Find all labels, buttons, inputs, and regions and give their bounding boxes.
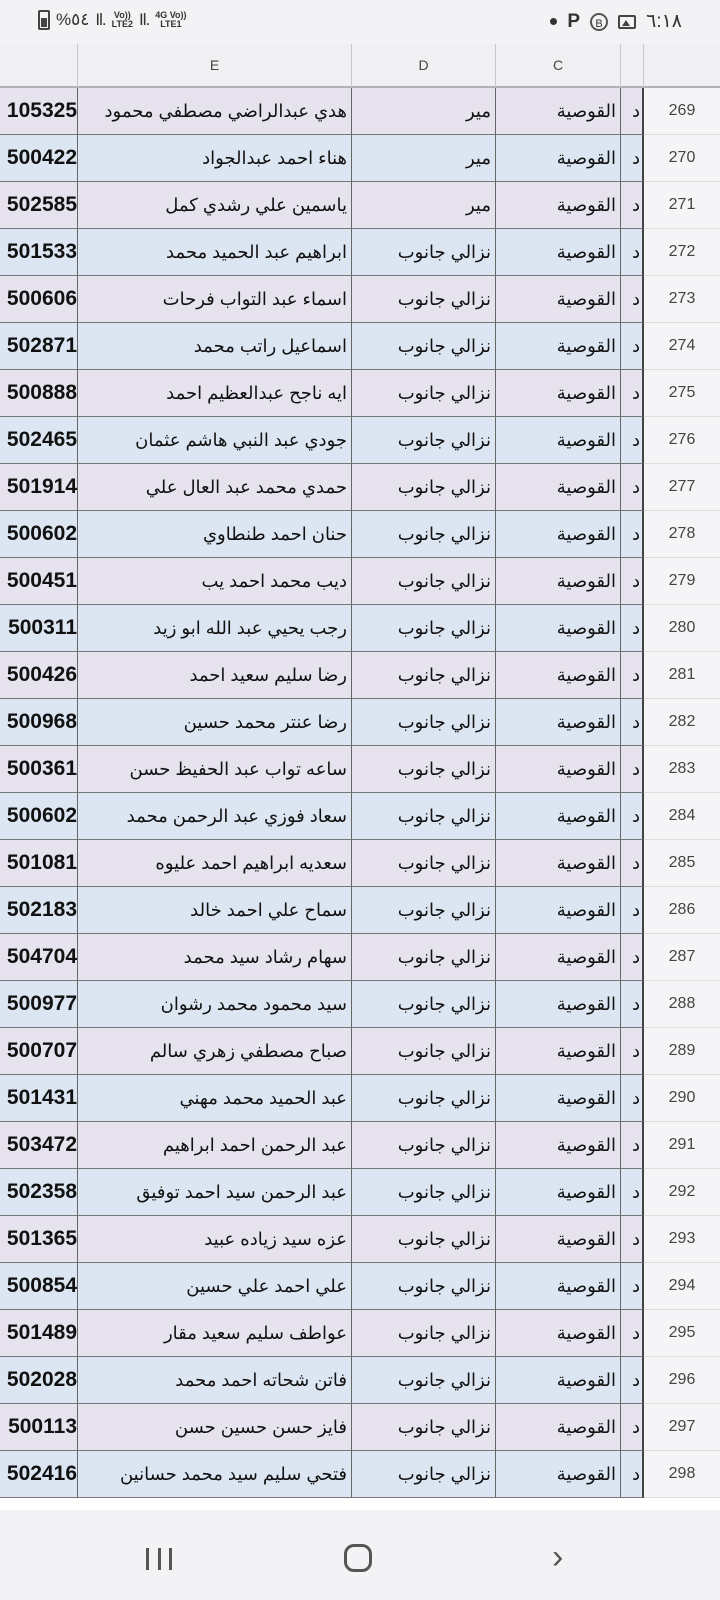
table-row[interactable] <box>0 182 720 229</box>
cell-c[interactable]: القوصية <box>496 1404 621 1451</box>
dot-icon <box>550 18 557 25</box>
cell-d[interactable]: نزالي جانوب <box>352 1357 496 1404</box>
cell-f[interactable]: 500451 <box>0 558 78 605</box>
row-number[interactable]: 284 <box>644 793 720 840</box>
cell-f[interactable]: 500977 <box>0 981 78 1028</box>
cell-d[interactable]: نزالي جانوب <box>352 1075 496 1122</box>
cell-e[interactable]: فتحي سليم سيد محمد حسانين <box>78 1451 352 1498</box>
row-number[interactable]: 288 <box>644 981 720 1028</box>
row-number[interactable]: 286 <box>644 887 720 934</box>
cell-b[interactable]: د <box>621 1216 644 1263</box>
table-row[interactable] <box>0 1310 720 1357</box>
cell-d[interactable]: نزالي جانوب <box>352 323 496 370</box>
cell-b[interactable]: د <box>621 981 644 1028</box>
cell-b[interactable]: د <box>621 88 644 135</box>
cell-d[interactable]: نزالي جانوب <box>352 1451 496 1498</box>
home-icon[interactable] <box>344 1544 372 1572</box>
cell-b[interactable]: د <box>621 793 644 840</box>
cell-c[interactable]: القوصية <box>496 182 621 229</box>
cell-d[interactable]: نزالي جانوب <box>352 558 496 605</box>
network-label-2: Vo)) LTE2 <box>111 10 133 29</box>
cell-d[interactable]: نزالي جانوب <box>352 511 496 558</box>
row-number[interactable]: 291 <box>644 1122 720 1169</box>
row-number[interactable]: 298 <box>644 1451 720 1498</box>
row-number[interactable]: 283 <box>644 746 720 793</box>
cell-b[interactable]: د <box>621 1357 644 1404</box>
cell-c[interactable]: القوصية <box>496 1028 621 1075</box>
cell-d[interactable]: نزالي جانوب <box>352 605 496 652</box>
gallery-icon <box>618 15 636 29</box>
cell-e[interactable]: هدي عبدالراضي مصطفي محمود <box>78 88 352 135</box>
row-number[interactable]: 292 <box>644 1169 720 1216</box>
cell-f[interactable]: 503472 <box>0 1122 78 1169</box>
cell-e[interactable]: ياسمين علي رشدي كمل <box>78 182 352 229</box>
cell-f[interactable]: 500968 <box>0 699 78 746</box>
b-icon: B <box>590 13 608 31</box>
table-row[interactable] <box>0 323 720 370</box>
cell-c[interactable]: القوصية <box>496 793 621 840</box>
table-row[interactable] <box>0 417 720 464</box>
cell-d[interactable]: نزالي جانوب <box>352 1310 496 1357</box>
cell-d[interactable]: نزالي جانوب <box>352 840 496 887</box>
row-number[interactable]: 294 <box>644 1263 720 1310</box>
cell-b[interactable]: د <box>621 746 644 793</box>
cell-c[interactable]: القوصية <box>496 323 621 370</box>
cell-d[interactable]: نزالي جانوب <box>352 746 496 793</box>
cell-f[interactable]: 500113 <box>0 1404 78 1451</box>
table-row[interactable] <box>0 1404 720 1451</box>
cell-c[interactable]: القوصية <box>496 887 621 934</box>
cell-c[interactable]: القوصية <box>496 1310 621 1357</box>
cell-f[interactable]: 500426 <box>0 652 78 699</box>
cell-b[interactable]: د <box>621 1451 644 1498</box>
cell-b[interactable]: د <box>621 1075 644 1122</box>
cell-e[interactable]: اسماء عبد التواب فرحات <box>78 276 352 323</box>
row-number[interactable]: 295 <box>644 1310 720 1357</box>
signal-icon-2: Il. <box>138 10 150 29</box>
cell-e[interactable]: سعديه ابراهيم احمد عليوه <box>78 840 352 887</box>
cell-c[interactable]: القوصية <box>496 276 621 323</box>
cell-f[interactable]: 500854 <box>0 1263 78 1310</box>
row-number[interactable]: 296 <box>644 1357 720 1404</box>
cell-c[interactable]: القوصية <box>496 1451 621 1498</box>
cell-e[interactable]: سيد محمود محمد رشوان <box>78 981 352 1028</box>
cell-c[interactable]: القوصية <box>496 981 621 1028</box>
table-row[interactable] <box>0 1451 720 1498</box>
cell-b[interactable]: د <box>621 840 644 887</box>
cell-e[interactable]: فاتن شحاته احمد محمد <box>78 1357 352 1404</box>
cell-c[interactable]: القوصية <box>496 417 621 464</box>
table-row[interactable] <box>0 1263 720 1310</box>
cell-b[interactable]: د <box>621 182 644 229</box>
table-row[interactable] <box>0 276 720 323</box>
row-number[interactable]: 279 <box>644 558 720 605</box>
cell-d[interactable]: مير <box>352 182 496 229</box>
cell-f[interactable]: 500311 <box>0 605 78 652</box>
table-row[interactable] <box>0 1028 720 1075</box>
table-row[interactable] <box>0 605 720 652</box>
cell-e[interactable]: عواطف سليم سعيد مقار <box>78 1310 352 1357</box>
cell-e[interactable]: ساعه تواب عبد الحفيظ حسن <box>78 746 352 793</box>
cell-b[interactable]: د <box>621 1028 644 1075</box>
row-number[interactable]: 287 <box>644 934 720 981</box>
cell-f[interactable]: 502028 <box>0 1357 78 1404</box>
cell-f[interactable]: 105325 <box>0 88 78 135</box>
parking-icon: P <box>567 10 581 32</box>
cell-b[interactable]: د <box>621 1404 644 1451</box>
cell-f[interactable]: 502585 <box>0 182 78 229</box>
cell-f[interactable]: 501914 <box>0 464 78 511</box>
cell-b[interactable]: د <box>621 511 644 558</box>
row-number[interactable]: 281 <box>644 652 720 699</box>
table-row[interactable] <box>0 1169 720 1216</box>
row-number[interactable]: 272 <box>644 229 720 276</box>
cell-d[interactable]: نزالي جانوب <box>352 981 496 1028</box>
corner-cell[interactable] <box>644 44 720 88</box>
column-header-f[interactable] <box>0 44 78 88</box>
row-number[interactable]: 280 <box>644 605 720 652</box>
cell-e[interactable]: جودي عبد النبي هاشم عثمان <box>78 417 352 464</box>
cell-c[interactable]: القوصية <box>496 1357 621 1404</box>
row-number[interactable]: 278 <box>644 511 720 558</box>
cell-c[interactable]: القوصية <box>496 229 621 276</box>
row-number[interactable]: 270 <box>644 135 720 182</box>
cell-e[interactable]: اسماعيل راتب محمد <box>78 323 352 370</box>
recent-apps-icon[interactable] <box>146 1548 172 1570</box>
cell-c[interactable]: القوصية <box>496 88 621 135</box>
table-row[interactable] <box>0 558 720 605</box>
cell-b[interactable]: د <box>621 464 644 511</box>
cell-e[interactable]: سهام رشاد سيد محمد <box>78 934 352 981</box>
cell-e[interactable]: رضا عنتر محمد حسين <box>78 699 352 746</box>
cell-b[interactable]: د <box>621 1310 644 1357</box>
table-row[interactable] <box>0 934 720 981</box>
cell-d[interactable]: نزالي جانوب <box>352 370 496 417</box>
cell-b[interactable]: د <box>621 934 644 981</box>
status-bar <box>0 0 720 44</box>
table-row[interactable] <box>0 840 720 887</box>
cell-b[interactable]: د <box>621 370 644 417</box>
column-header-b[interactable] <box>621 44 644 88</box>
cell-e[interactable]: حمدي محمد عبد العال علي <box>78 464 352 511</box>
cell-f[interactable]: 501533 <box>0 229 78 276</box>
cell-d[interactable]: نزالي جانوب <box>352 1028 496 1075</box>
cell-c[interactable]: القوصية <box>496 370 621 417</box>
cell-d[interactable]: نزالي جانوب <box>352 652 496 699</box>
column-header-c[interactable]: C <box>496 44 621 88</box>
row-number[interactable]: 282 <box>644 699 720 746</box>
battery-level: %٥٤ <box>56 10 90 29</box>
cell-f[interactable]: 500422 <box>0 135 78 182</box>
cell-e[interactable]: حنان احمد طنطاوي <box>78 511 352 558</box>
cell-e[interactable]: عبد الحميد محمد مهني <box>78 1075 352 1122</box>
table-row[interactable] <box>0 746 720 793</box>
cell-b[interactable]: د <box>621 887 644 934</box>
table-row[interactable] <box>0 88 720 135</box>
cell-c[interactable]: القوصية <box>496 558 621 605</box>
column-header-d[interactable]: D <box>352 44 496 88</box>
cell-c[interactable]: القوصية <box>496 605 621 652</box>
cell-f[interactable]: 501431 <box>0 1075 78 1122</box>
cell-e[interactable]: عبد الرحمن سيد احمد توفيق <box>78 1169 352 1216</box>
cell-c[interactable]: القوصية <box>496 699 621 746</box>
cell-d[interactable]: نزالي جانوب <box>352 1169 496 1216</box>
row-number[interactable]: 293 <box>644 1216 720 1263</box>
cell-e[interactable]: ابراهيم عبد الحميد محمد <box>78 229 352 276</box>
table-row[interactable] <box>0 1122 720 1169</box>
cell-d[interactable]: مير <box>352 135 496 182</box>
cell-b[interactable]: د <box>621 1169 644 1216</box>
table-row[interactable] <box>0 1216 720 1263</box>
table-row[interactable] <box>0 699 720 746</box>
cell-b[interactable]: د <box>621 135 644 182</box>
cell-b[interactable]: د <box>621 417 644 464</box>
cell-f[interactable]: 501489 <box>0 1310 78 1357</box>
row-number[interactable]: 274 <box>644 323 720 370</box>
signal-icon: Il. <box>95 10 106 29</box>
cell-d[interactable]: نزالي جانوب <box>352 887 496 934</box>
cell-b[interactable]: د <box>621 1122 644 1169</box>
network-label-1: 4G Vo)) LTE1 <box>155 10 187 29</box>
cell-e[interactable]: رضا سليم سعيد احمد <box>78 652 352 699</box>
cell-f[interactable]: 502358 <box>0 1169 78 1216</box>
cell-d[interactable]: نزالي جانوب <box>352 417 496 464</box>
cell-c[interactable]: القوصية <box>496 746 621 793</box>
row-number[interactable]: 276 <box>644 417 720 464</box>
cell-d[interactable]: نزالي جانوب <box>352 793 496 840</box>
cell-c[interactable]: القوصية <box>496 1075 621 1122</box>
cell-e[interactable]: صباح مصطفي زهري سالم <box>78 1028 352 1075</box>
cell-b[interactable]: د <box>621 1263 644 1310</box>
clock: ٦:١٨ <box>646 11 682 32</box>
cell-d[interactable]: نزالي جانوب <box>352 1263 496 1310</box>
column-header-e[interactable]: E <box>78 44 352 88</box>
cell-d[interactable]: نزالي جانوب <box>352 699 496 746</box>
cell-f[interactable]: 500707 <box>0 1028 78 1075</box>
status-right <box>550 10 682 33</box>
table-row[interactable] <box>0 981 720 1028</box>
table-row[interactable] <box>0 370 720 417</box>
cell-c[interactable]: القوصية <box>496 1263 621 1310</box>
cell-f[interactable]: 500602 <box>0 511 78 558</box>
cell-e[interactable]: رجب يحيي عبد الله ابو زيد <box>78 605 352 652</box>
cell-e[interactable]: ايه ناجح عبدالعظيم احمد <box>78 370 352 417</box>
cell-e[interactable]: هناء احمد عبدالجواد <box>78 135 352 182</box>
cell-d[interactable]: مير <box>352 88 496 135</box>
cell-c[interactable]: القوصية <box>496 652 621 699</box>
cell-b[interactable]: د <box>621 558 644 605</box>
cell-e[interactable]: سعاد فوزي عبد الرحمن محمد <box>78 793 352 840</box>
cell-d[interactable]: نزالي جانوب <box>352 1404 496 1451</box>
cell-c[interactable]: القوصية <box>496 1169 621 1216</box>
cell-b[interactable]: د <box>621 699 644 746</box>
navigation-bar <box>0 1510 720 1600</box>
table-row[interactable] <box>0 887 720 934</box>
cell-c[interactable]: القوصية <box>496 1216 621 1263</box>
cell-d[interactable]: نزالي جانوب <box>352 1216 496 1263</box>
table-row[interactable] <box>0 511 720 558</box>
table-row[interactable] <box>0 652 720 699</box>
table-row[interactable] <box>0 1075 720 1122</box>
cell-c[interactable]: القوصية <box>496 840 621 887</box>
cell-c[interactable]: القوصية <box>496 135 621 182</box>
cell-e[interactable]: سماح علي احمد خالد <box>78 887 352 934</box>
table-row[interactable] <box>0 229 720 276</box>
row-number[interactable]: 290 <box>644 1075 720 1122</box>
table-row[interactable] <box>0 135 720 182</box>
cell-d[interactable]: نزالي جانوب <box>352 464 496 511</box>
cell-f[interactable]: 501081 <box>0 840 78 887</box>
row-number[interactable]: 273 <box>644 276 720 323</box>
battery-icon <box>38 10 50 30</box>
status-left <box>38 10 187 30</box>
cell-e[interactable]: ديب محمد احمد يب <box>78 558 352 605</box>
cell-f[interactable]: 502416 <box>0 1451 78 1498</box>
row-number[interactable]: 297 <box>644 1404 720 1451</box>
cell-e[interactable]: فايز حسن حسين حسن <box>78 1404 352 1451</box>
cell-e[interactable]: عبد الرحمن احمد ابراهيم <box>78 1122 352 1169</box>
cell-d[interactable]: نزالي جانوب <box>352 276 496 323</box>
cell-c[interactable]: القوصية <box>496 1122 621 1169</box>
cell-c[interactable]: القوصية <box>496 511 621 558</box>
cell-b[interactable]: د <box>621 323 644 370</box>
cell-f[interactable]: 504704 <box>0 934 78 981</box>
table-row[interactable] <box>0 464 720 511</box>
row-number[interactable]: 289 <box>644 1028 720 1075</box>
cell-c[interactable]: القوصية <box>496 934 621 981</box>
cell-e[interactable]: عزه سيد زياده عبيد <box>78 1216 352 1263</box>
cell-f[interactable]: 502871 <box>0 323 78 370</box>
row-number[interactable]: 275 <box>644 370 720 417</box>
cell-b[interactable]: د <box>621 605 644 652</box>
cell-d[interactable]: نزالي جانوب <box>352 1122 496 1169</box>
cell-f[interactable]: 500888 <box>0 370 78 417</box>
cell-c[interactable]: القوصية <box>496 464 621 511</box>
back-icon[interactable]: › <box>552 1538 564 1576</box>
cell-d[interactable]: نزالي جانوب <box>352 229 496 276</box>
cell-f[interactable]: 502465 <box>0 417 78 464</box>
cell-b[interactable]: د <box>621 229 644 276</box>
cell-e[interactable]: علي احمد علي حسين <box>78 1263 352 1310</box>
cell-d[interactable]: نزالي جانوب <box>352 934 496 981</box>
row-number[interactable]: 271 <box>644 182 720 229</box>
cell-f[interactable]: 501365 <box>0 1216 78 1263</box>
cell-f[interactable]: 500361 <box>0 746 78 793</box>
cell-f[interactable]: 502183 <box>0 887 78 934</box>
cell-b[interactable]: د <box>621 652 644 699</box>
row-number[interactable]: 277 <box>644 464 720 511</box>
table-row[interactable] <box>0 793 720 840</box>
row-number[interactable]: 285 <box>644 840 720 887</box>
cell-f[interactable]: 500606 <box>0 276 78 323</box>
row-number[interactable]: 269 <box>644 88 720 135</box>
spreadsheet[interactable] <box>0 44 720 1510</box>
table-row[interactable] <box>0 1357 720 1404</box>
cell-b[interactable]: د <box>621 276 644 323</box>
cell-f[interactable]: 500602 <box>0 793 78 840</box>
